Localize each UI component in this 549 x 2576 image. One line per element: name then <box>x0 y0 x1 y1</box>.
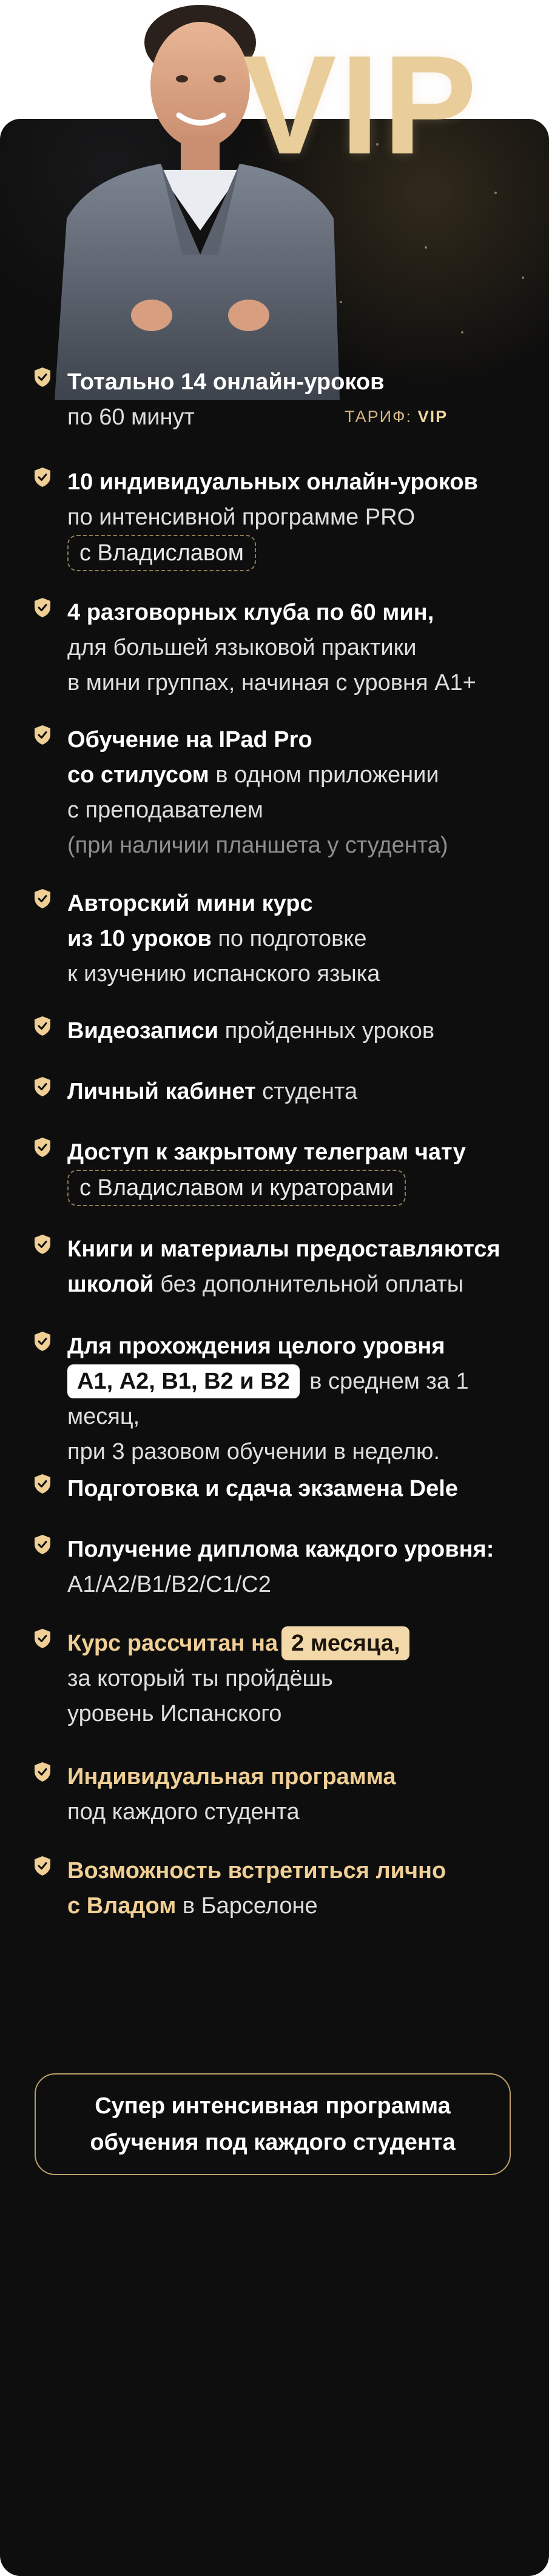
feature-item <box>33 1013 531 1048</box>
tariff-value: VIP <box>417 408 448 426</box>
feature-title: 4 разговорных клуба по 60 мин, <box>67 600 434 625</box>
cta-line: обучения под каждого студента <box>90 2130 456 2155</box>
feature-item <box>33 1626 531 1731</box>
feature-title: Обучение на IPad Pro <box>67 727 312 753</box>
feature-item <box>33 595 531 700</box>
shield-check-icon <box>33 1762 52 1782</box>
instructor-tag: с Владиславом <box>67 535 256 571</box>
shield-check-icon <box>33 1856 52 1876</box>
feature-item <box>33 364 531 435</box>
shield-check-icon <box>33 467 52 488</box>
feature-detail: по интенсивной программе PRO <box>67 505 416 530</box>
feature-detail: в Барселоне <box>182 1893 318 1919</box>
feature-title: 10 индивидуальных онлайн-уроков <box>67 469 478 495</box>
cta-line: Супер интенсивная программа <box>95 2093 451 2119</box>
shield-check-icon <box>33 725 52 745</box>
program-cta-button[interactable] <box>35 2073 511 2175</box>
sparkle-decoration <box>494 192 497 194</box>
feature-title: Курс рассчитан на <box>67 1631 278 1656</box>
feature-item <box>33 1074 531 1109</box>
feature-detail: с преподавателем <box>67 797 263 823</box>
shield-check-icon <box>33 1076 52 1097</box>
sparkle-decoration <box>522 277 524 279</box>
feature-item <box>33 1232 531 1302</box>
feature-title: Подготовка и сдача экзамена Dele <box>67 1476 458 1501</box>
feature-detail: за который ты пройдёшь <box>67 1666 333 1691</box>
feature-item <box>33 1853 531 1924</box>
feature-item <box>33 465 531 571</box>
feature-item <box>33 722 531 863</box>
feature-item <box>33 1532 531 1602</box>
feature-item <box>33 1759 531 1830</box>
feature-title: Книги и материалы предоставляются <box>67 1236 500 1262</box>
shield-check-icon <box>33 1534 52 1555</box>
shield-check-icon <box>33 597 52 618</box>
feature-title: Индивидуальная программа <box>67 1764 396 1789</box>
vip-tariff-card <box>0 27 549 2576</box>
feature-detail: по подготовке <box>218 926 367 951</box>
feature-detail: уровень Испанского <box>67 1701 282 1726</box>
shield-check-icon <box>33 367 52 387</box>
shield-check-icon <box>33 888 52 909</box>
feature-detail: в среднем за 1 месяц, <box>67 1369 469 1429</box>
feature-detail: А1/А2/В1/В2/С1/С2 <box>67 1572 271 1597</box>
feature-detail: для большей языковой практики <box>67 635 417 660</box>
feature-title: Для прохождения целого уровня <box>67 1333 445 1359</box>
feature-detail: в мини группах, начиная с уровня А1+ <box>67 670 476 696</box>
shield-check-icon <box>33 1016 52 1036</box>
feature-title: школой <box>67 1272 154 1297</box>
sparkle-decoration <box>340 301 342 303</box>
feature-detail: в одном приложении <box>215 762 439 788</box>
feature-detail: студента <box>262 1079 358 1104</box>
feature-title: Возможность встретиться лично <box>67 1858 446 1883</box>
sparkle-decoration <box>425 246 427 249</box>
feature-title: со стилусом <box>67 762 209 788</box>
tariff-label-text: ТАРИФ: <box>345 408 413 426</box>
duration-chip: 2 месяца, <box>281 1626 409 1660</box>
tariff-title: VIP <box>243 27 480 184</box>
shield-check-icon <box>33 1628 52 1649</box>
feature-detail: пройденных уроков <box>224 1018 435 1044</box>
feature-note: (при наличии планшета у студента) <box>67 833 448 858</box>
shield-check-icon <box>33 1331 52 1352</box>
feature-item <box>33 1471 531 1506</box>
feature-item <box>33 1329 531 1469</box>
feature-detail: под каждого студента <box>67 1799 300 1825</box>
feature-detail: к изучению испанского языка <box>67 961 380 987</box>
feature-title: Авторский мини курс <box>67 891 313 916</box>
feature-title: Получение диплома каждого уровня: <box>67 1537 494 1562</box>
feature-detail: при 3 разовом обучении в неделю. <box>67 1439 440 1464</box>
levels-chip: А1, А2, В1, В2 и В2 <box>67 1364 300 1398</box>
chat-tag: с Владиславом и кураторами <box>67 1170 406 1206</box>
shield-check-icon <box>33 1137 52 1158</box>
feature-title: Доступ к закрытому телеграм чату <box>67 1139 466 1165</box>
feature-title: Личный кабинет <box>67 1079 256 1104</box>
feature-detail: по 60 минут <box>67 404 195 430</box>
shield-check-icon <box>33 1474 52 1494</box>
feature-title: с Владом <box>67 1893 177 1919</box>
feature-detail: без дополнительной оплаты <box>160 1272 464 1297</box>
sparkle-decoration <box>461 331 463 334</box>
feature-item <box>33 1135 531 1206</box>
feature-title: из 10 уроков <box>67 926 212 951</box>
shield-check-icon <box>33 1234 52 1255</box>
feature-item <box>33 886 531 991</box>
feature-title: Видеозаписи <box>67 1018 219 1044</box>
feature-title: Тотально 14 онлайн-уроков <box>67 369 385 395</box>
